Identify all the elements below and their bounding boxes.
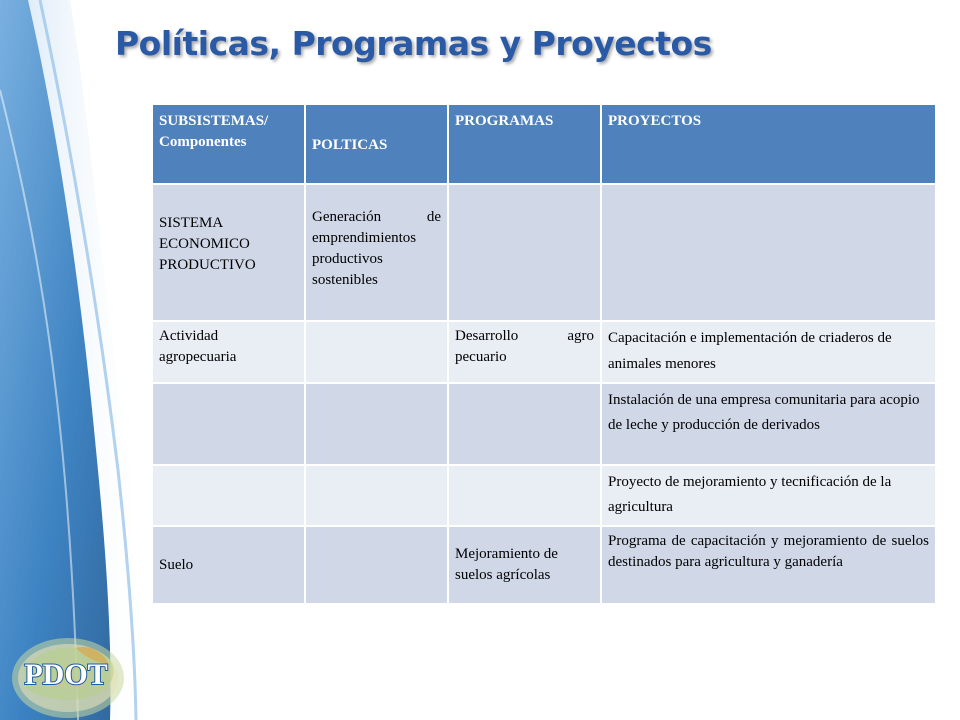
policies-table-container [151, 103, 935, 605]
cell-politica [305, 383, 448, 465]
cell-subsistema: SISTEMA ECONOMICO PRODUCTIVO [152, 184, 305, 321]
cell-subsistema [152, 465, 305, 527]
header-proyectos: PROYECTOS [601, 104, 936, 184]
cell-programa [448, 184, 601, 321]
cell-proyecto: Proyecto de mejoramiento y tecnificación de la agricultura [601, 465, 936, 527]
table-row [152, 383, 936, 465]
cell-proyecto: Capacitación e implementación de criaderos de animales menores [601, 321, 936, 383]
cell-subsistema: Suelo [152, 526, 305, 604]
cell-politica [305, 465, 448, 527]
slide-title: Políticas, Programas y Proyectos [115, 24, 712, 63]
pdot-logo [6, 628, 146, 718]
cell-programa: Desarrollo agro pecuario [448, 321, 601, 383]
header-subsistemas: SUBSISTEMAS/ Componentes [152, 104, 305, 184]
header-politicas: POLTICAS [305, 104, 448, 184]
cell-subsistema: Actividad agropecuaria [152, 321, 305, 383]
cell-politica [305, 321, 448, 383]
cell-politica [305, 526, 448, 604]
table-row [152, 184, 936, 321]
cell-programa [448, 465, 601, 527]
cell-programa: Mejoramiento de suelos agrícolas [448, 526, 601, 604]
table-header-row [152, 104, 936, 184]
cell-proyecto: Instalación de una empresa comunitaria para acopio de leche y producción de derivados [601, 383, 936, 465]
table-row [152, 526, 936, 604]
table-row [152, 465, 936, 527]
cell-proyecto: Programa de capacitación y mejoramiento de suelos destinados para agricultura y ganadería [601, 526, 936, 604]
cell-programa [448, 383, 601, 465]
cell-proyecto [601, 184, 936, 321]
table-row [152, 321, 936, 383]
cell-subsistema [152, 383, 305, 465]
cell-politica: Generación de emprendimientos productivos sostenibles [305, 184, 448, 321]
pdot-logo-text: PDOT [24, 658, 108, 691]
policies-table [151, 103, 937, 605]
header-programas: PROGRAMAS [448, 104, 601, 184]
